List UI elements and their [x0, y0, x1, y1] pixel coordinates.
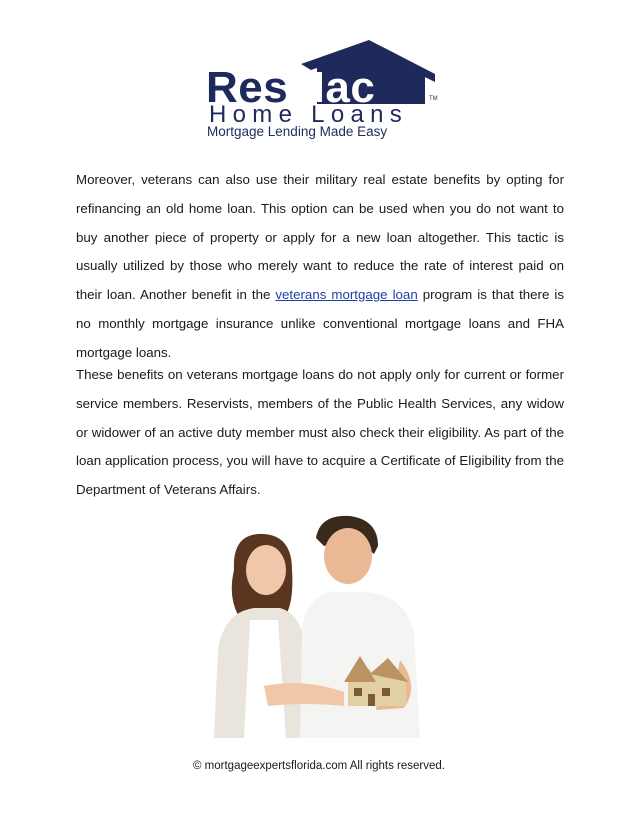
logo-brand-mac: Mac — [288, 63, 376, 112]
logo-tagline: Mortgage Lending Made Easy — [207, 124, 388, 139]
couple-with-house-photo — [194, 510, 444, 738]
logo-subtitle: Home Loans — [209, 101, 409, 128]
logo-trademark: TM — [429, 96, 438, 102]
paragraph-1-text: Moreover, veterans can also use their military real estate benefits by opting for refinancing an old home loan. This option can be used when you do not want to buy another piece of property or apply for a new loan altogether. This tactic is usually utilized by those who merely want to reduce the rate of interest paid on their loan. Another benefit in the — [76, 172, 564, 303]
footer-copyright: © mortgageexpertsflorida.com All rights reserved. — [193, 760, 445, 772]
logo-brand-res: Res — [206, 63, 289, 112]
paragraph-1-text-continued: program is that there is no monthly mortgage insurance unlike conventional mortgage loans and FHA mortgage loans. — [76, 287, 564, 360]
veterans-mortgage-loan-link[interactable]: veterans mortgage loan — [275, 287, 418, 303]
resmac-logo — [205, 36, 440, 142]
paragraph-1 — [76, 166, 564, 368]
paragraph-2: These benefits on veterans mortgage loans do not apply only for current or former service members. Reservists, members of the Public Health Services, any widow or widower of an active duty member must also check their eligibility. As part of the loan application process, you will have to acquire a Certificate of Eligibility from the Department of Veterans Affairs. — [76, 367, 564, 498]
